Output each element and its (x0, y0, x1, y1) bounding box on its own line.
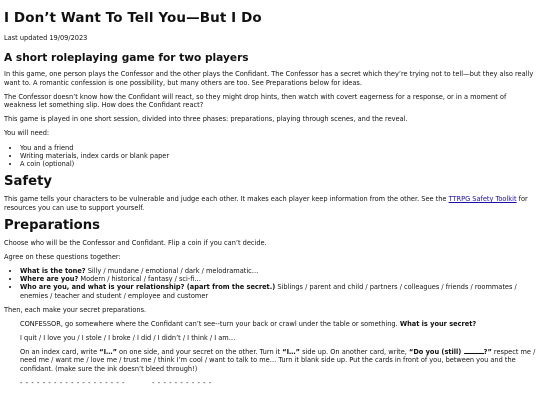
list-item (20, 275, 536, 283)
question-options: Modern / historical / fantasy / sci-fi… (78, 275, 201, 284)
list-item (20, 267, 536, 275)
intro-paragraph-2: The Confessor doesn’t know how the Confidant will react, so they might drop hints, then watch with covert eagerness for a response, or in a moment of weakness let something slip. How does the Confidant react? (4, 92, 507, 110)
card-instructions (20, 348, 536, 374)
card-question (409, 348, 492, 356)
question-options: Silly / mundane / emotional / dark / melodramatic… (85, 266, 259, 275)
intro-heading: A short roleplaying game for two players (4, 52, 249, 64)
question-options: Siblings / parent and child / partners / colleagues / friends / roommates / enemies / teacher and student / employee and customer (20, 283, 517, 300)
prep-paragraph-2: Agree on these questions together: (4, 252, 121, 261)
confessor-text: CONFESSOR, go somewhere where the Confidant can’t see--turn your back or crawl under the table or something. (20, 319, 400, 328)
card-question-start: “Do you (still) (408, 347, 464, 356)
intro-paragraph-1: In this game, one person plays the Confessor and the other plays the Confidant. The Confessor has a secret which they’re trying not to tell—but they also really want to. A romantic confession is one possibility, but many others are too. See Preparations below for ideas. (4, 70, 534, 87)
safety-paragraph (4, 195, 536, 212)
blank-line (464, 348, 484, 354)
card-bold: “I…” (282, 347, 300, 356)
secret-examples: I quit / I love you / I stole / I broke / I did / I didn’t / I think / I am… (20, 333, 236, 342)
needs-list (4, 144, 536, 169)
card-text: on one side, and your secret on the other. Turn it (116, 347, 283, 356)
cut-line: - - - - - - - - - - - - - - - - - - - - - - - - - - - - - - (20, 379, 212, 388)
card-text: On an index card, write (20, 347, 100, 356)
safety-text-end: for resources you can use to support yourself. (4, 194, 528, 212)
prep-paragraph-1: Choose who will be the Confessor and Confidant. Flip a coin if you can’t decide. (4, 238, 267, 247)
question-label: Who are you, and what is your relationship? (apart from the secret.) (20, 283, 276, 292)
safety-heading: Safety (4, 173, 52, 189)
page-title: I Don’t Want To Tell You—But I Do (4, 10, 262, 26)
safety-text: This game tells your characters to be vulnerable and judge each other. It makes each player keep information from the other. See the (4, 194, 449, 203)
list-item: • Writing materials, index cards or blank paper (20, 152, 536, 160)
questions-list (4, 267, 536, 300)
confessor-instructions (20, 320, 536, 329)
intro-paragraph-3: This game is played in one short session, divided into three phases: preparations, playing through scenes, and the reveal. (4, 115, 408, 124)
safety-toolkit-link[interactable]: TTRPG Safety Toolkit (448, 194, 517, 203)
question-label: What is the tone? (20, 266, 86, 275)
preparations-heading: Preparations (4, 217, 100, 233)
last-updated: Last updated 19/09/2023 (4, 34, 88, 42)
prep-paragraph-3: Then, each make your secret preparations. (4, 305, 147, 314)
needs-label: You will need: (4, 129, 50, 138)
card-text: respect me / need me / want me / love me / trust me / think I’m cool / want to talk to me… Turn it blank side up. Put the cards in front of you, between you and the confidant. (make sure the ink doesn’t bleed through!) (20, 347, 536, 373)
list-item: • A coin (optional) (20, 160, 536, 168)
card-question-end: ?” (483, 347, 492, 356)
question-label: Where are you? (20, 275, 79, 284)
confessor-question: What is your secret? (399, 319, 477, 328)
list-item: • You and a friend (20, 144, 536, 152)
list-item (20, 283, 536, 300)
card-bold: “I…” (99, 347, 117, 356)
card-text: side up. On another card, write, (299, 347, 409, 356)
